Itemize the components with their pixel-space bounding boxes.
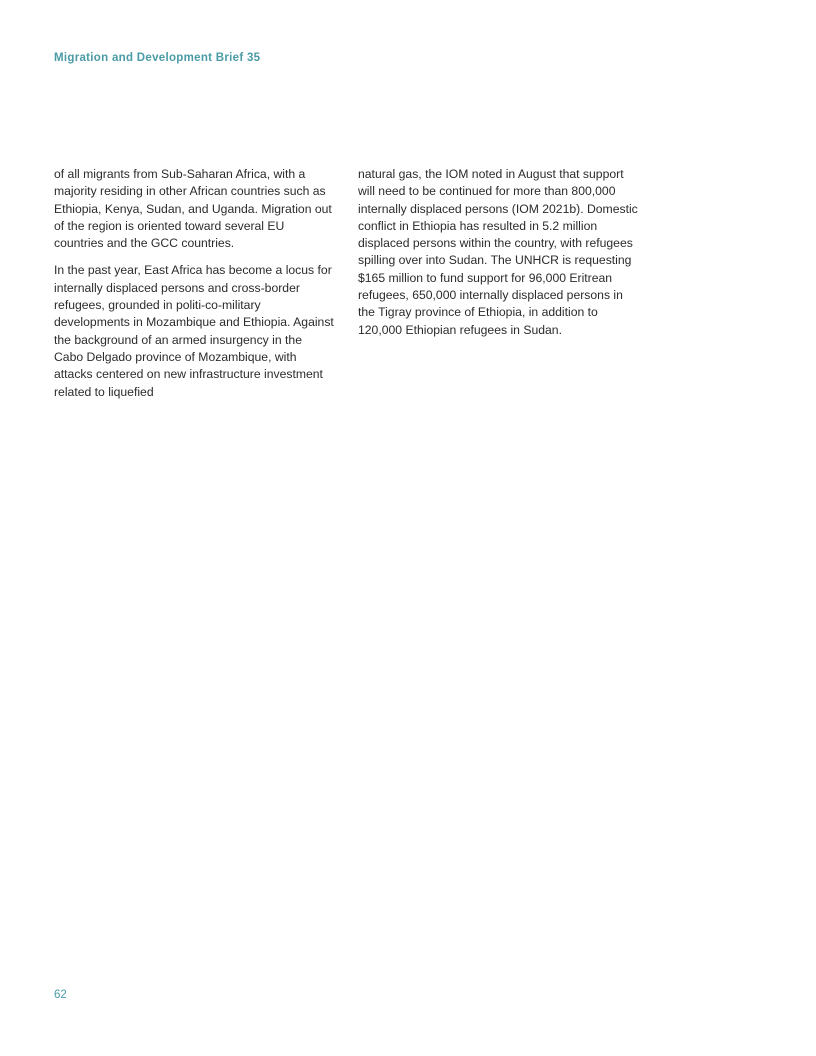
left-column — [54, 166, 334, 411]
running-header: Migration and Development Brief 35 — [54, 52, 261, 64]
paragraph: natural gas, the IOM noted in August that support will need to be continued for more than 800,000 internally displaced persons (IOM 2021b). Domestic conflict in Ethiopia has resulted in 5.2 million displaced persons within the country, with refugees spilling over into Sudan. The UNHCR is requesting $165 million to fund support for 96,000 Eritrean refugees, 650,000 internally displaced persons in the Tigray province of Ethiopia, in addition to 120,000 Ethiopian refugees in Sudan. — [358, 167, 638, 337]
right-column — [358, 166, 638, 349]
paragraph: of all migrants from Sub-Saharan Africa, with a majority residing in other African countries such as Ethiopia, Kenya, Sudan, and Uganda. Migration out of the region is oriented toward several EU countries and the GCC countries. — [54, 167, 332, 251]
page-number: 62 — [54, 989, 67, 1001]
paragraph: In the past year, East Africa has become a locus for internally displaced persons and cross-border refugees, grounded in politi-co-military developments in Mozambique and Ethiopia. Against the background of an armed insurgency in the Cabo Delgado province of Mozambique, with attacks centered on new infrastructure investment related to liquefied — [54, 263, 334, 399]
